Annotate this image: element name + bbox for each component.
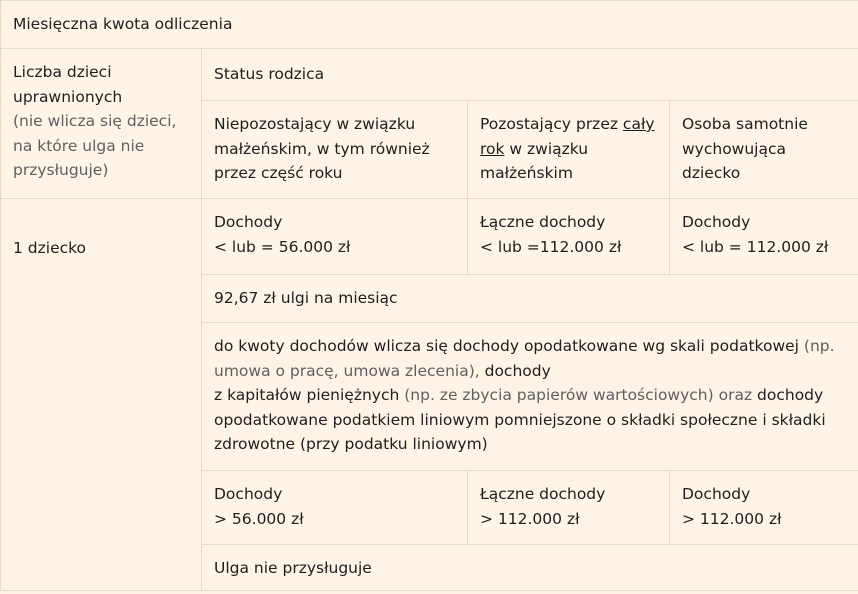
row-label-cell [1,199,202,591]
relief-amount-cell [202,275,858,323]
income-label: Dochody [214,213,283,231]
relief-amount: 92,67 zł ulgi na miesiąc [214,289,398,308]
parent-status-header [202,49,858,101]
note-line [214,359,858,384]
no-relief-cell [202,545,858,591]
status-line: małżeńskim [480,164,573,182]
note-muted-text: (np. [798,337,835,355]
note-line [214,334,858,359]
note-line [214,383,858,408]
status-header-row [1,49,858,101]
status-line [480,137,657,162]
income-low-married [468,199,670,275]
status-line [480,112,657,137]
status-single-header [202,101,468,199]
status-single-parent-header [670,101,858,199]
status-text: w związku [504,139,589,158]
income-threshold: > 112.000 zł [480,509,580,528]
row-label-one-child: 1 dziecko [13,239,87,257]
status-underlined-text: cały [622,115,655,133]
income-label: Łączne dochody [480,485,606,503]
children-header-note: przysługuje) [13,161,109,179]
note-muted-text: umowa o pracę, umowa zlecenia), [214,361,480,380]
income-label: Dochody [682,213,751,231]
status-line: małżeńskim, w tym również [214,139,430,158]
children-header-note: na które ulga nie [13,136,145,155]
children-header-note: (nie wlicza się dzieci, [13,112,177,130]
note-line: zdrowotne (przy podatku liniowym) [214,435,488,453]
status-line: dziecko [682,164,741,182]
note-text: z kapitałów pieniężnych [214,386,400,404]
note-line: opodatkowane podatkiem liniowym pomniejszone o składki społeczne i składki [214,410,826,429]
children-header-line: Liczba dzieci [13,63,112,81]
note-text: do kwoty dochodów wlicza się dochody opodatkowane wg skali podatkowej [214,337,799,355]
income-low-row [1,199,858,275]
income-threshold: < lub = 56.000 zł [214,237,351,256]
income-note-cell [202,323,858,471]
status-line: Niepozostający w związku [214,115,416,133]
income-high-single-parent [670,471,858,545]
income-threshold: < lub =112.000 zł [480,237,622,256]
income-high-married [468,471,670,545]
income-threshold: < lub = 112.000 zł [682,237,829,256]
income-label: Dochody [214,485,283,503]
parent-status-header-text: Status rodzica [214,65,325,84]
income-threshold: > 56.000 zł [214,509,304,528]
note-text: dochody [479,361,551,380]
note-muted-text: (np. ze zbycia papierów wartościowych) oraz [399,386,758,404]
income-low-single-parent [670,199,858,275]
income-label: Dochody [682,485,751,503]
status-married-header [468,101,670,199]
income-high-single [202,471,468,545]
children-count-header [1,49,202,199]
status-line: przez część roku [214,164,343,182]
status-underlined-text: rok [480,139,505,158]
income-threshold: > 112.000 zł [682,509,782,528]
no-relief-text: Ulga nie przysługuje [214,559,372,577]
note-text: dochody [757,386,824,404]
status-line: Osoba samotnie [682,115,808,133]
income-label: Łączne dochody [480,213,606,231]
children-header-line: uprawnionych [13,87,123,106]
table-title-text: Miesięczna kwota odliczenia [13,15,233,34]
table-title [1,1,858,49]
status-text: Pozostający przez [480,115,623,133]
status-line: wychowująca [682,139,787,158]
income-low-single [202,199,468,275]
title-row [1,1,858,49]
